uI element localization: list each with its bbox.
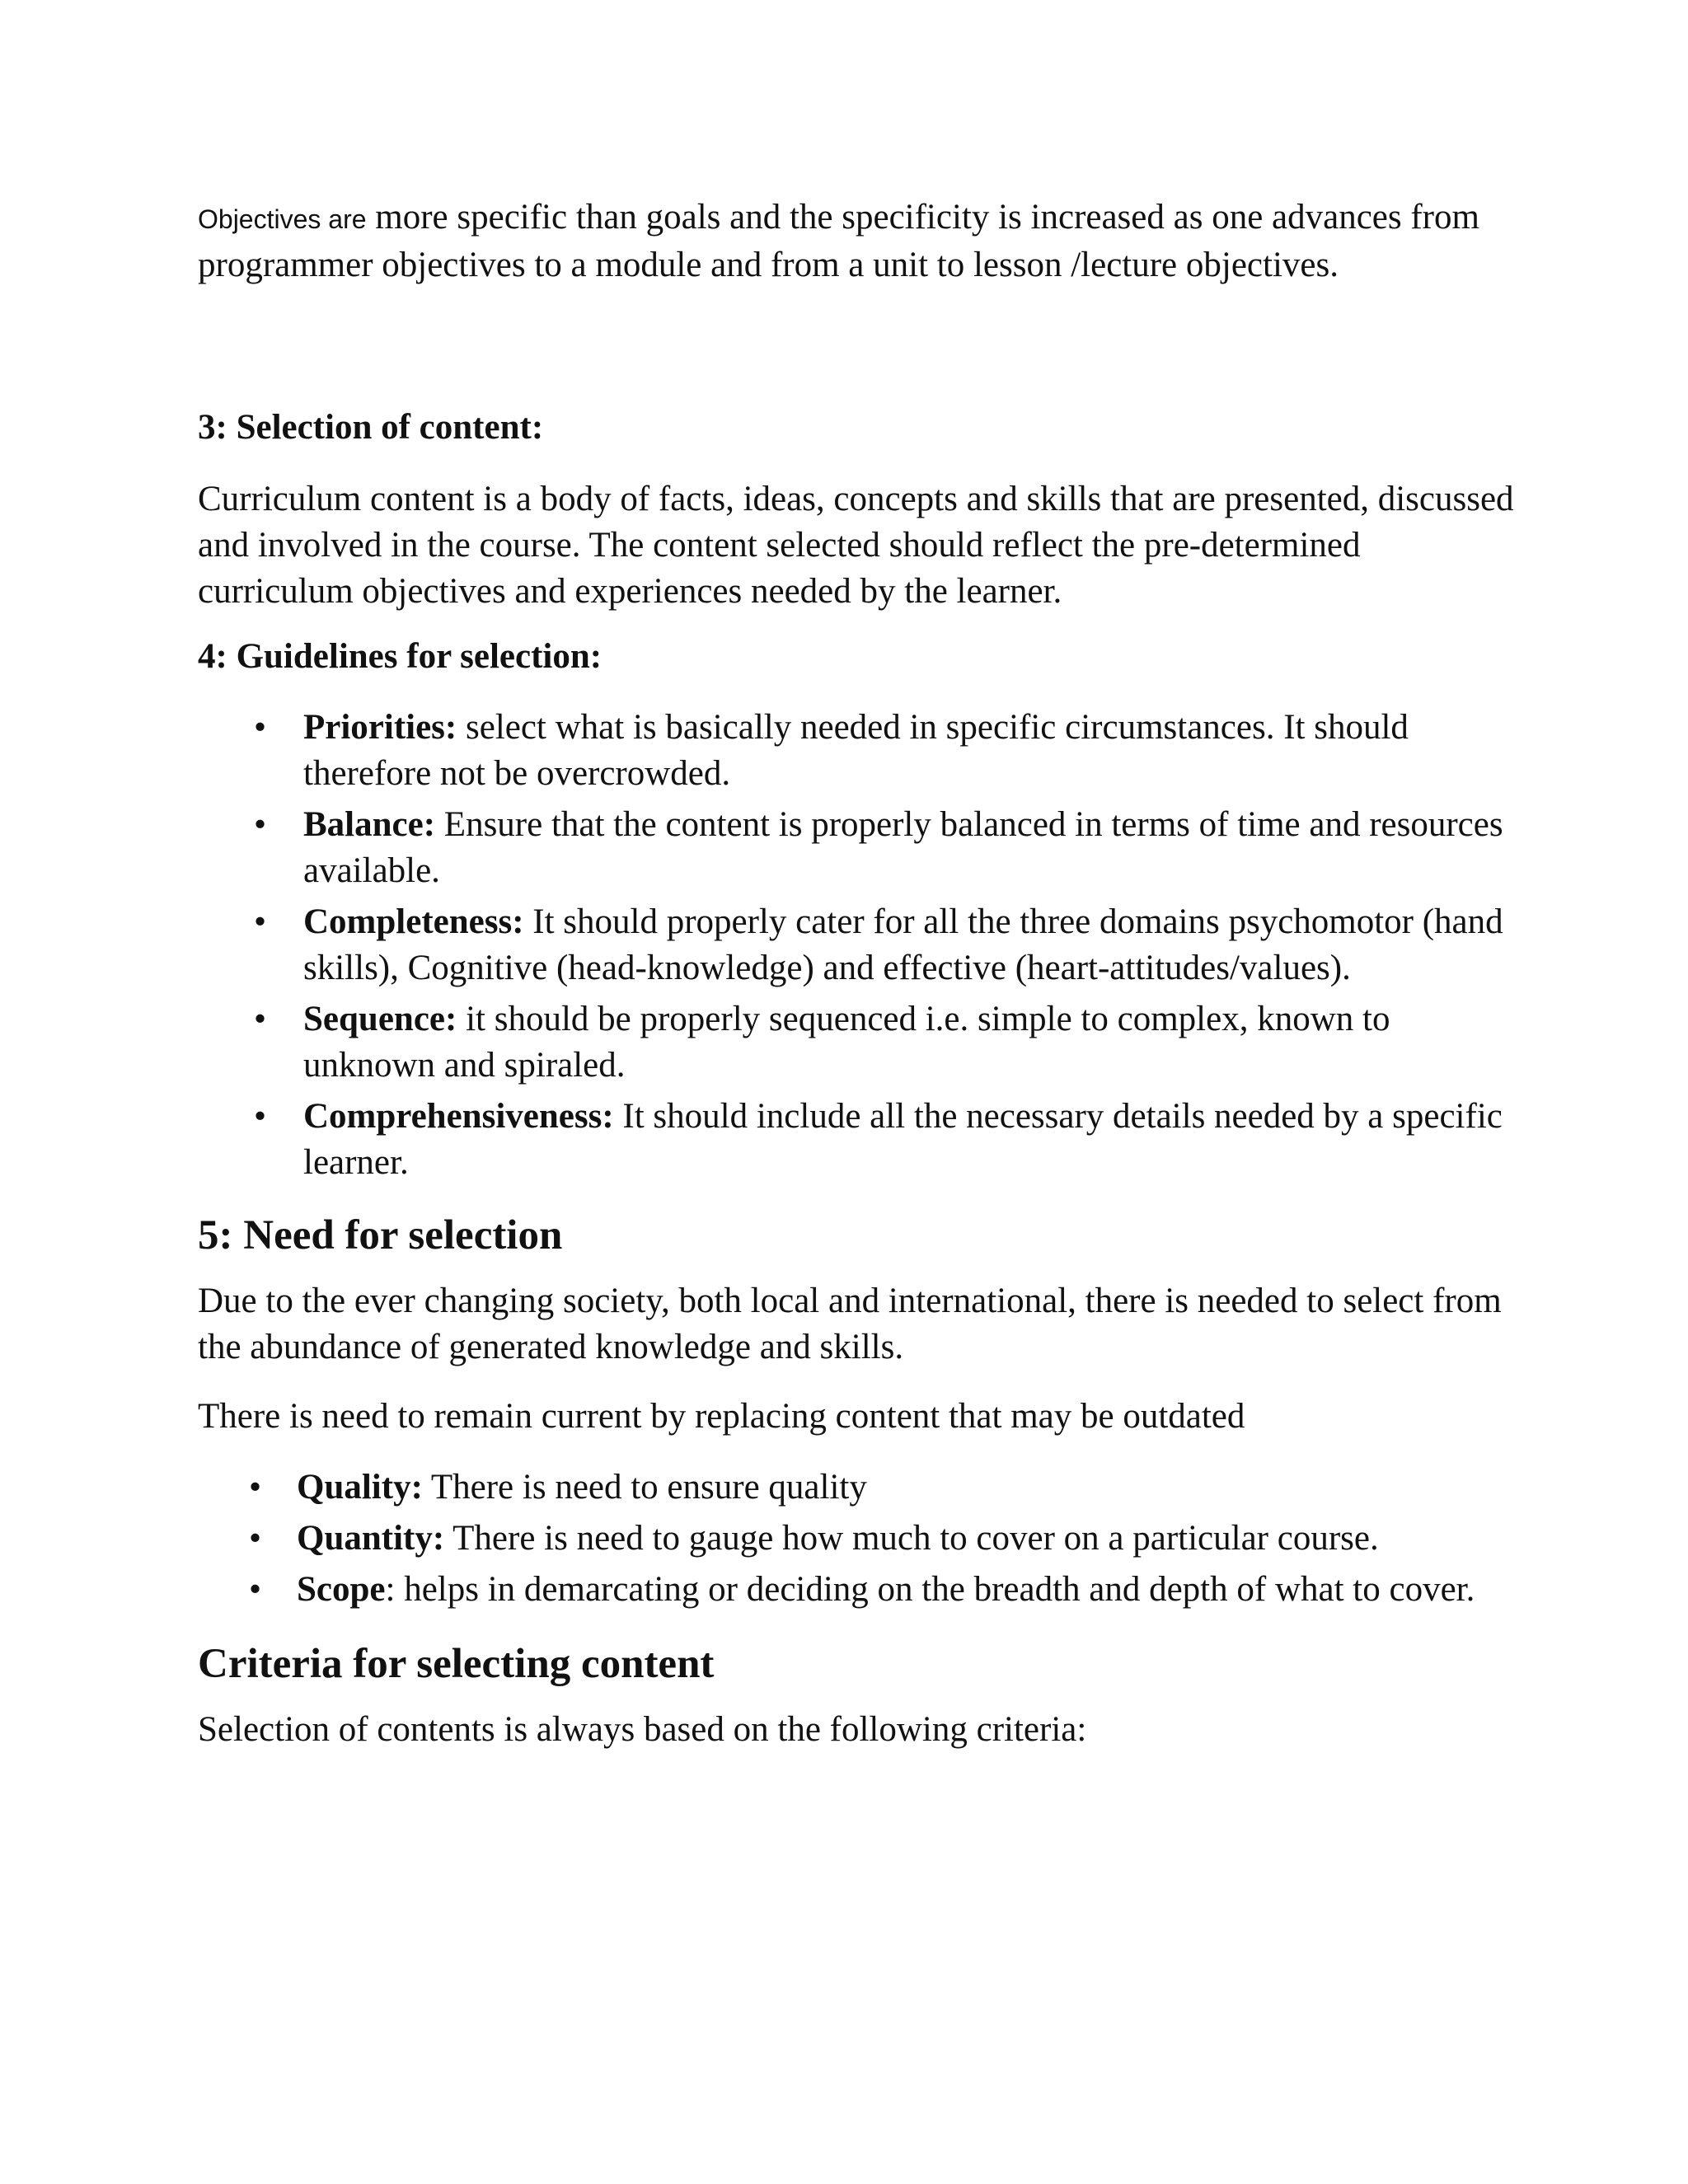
item-text: It should properly cater for all the three domains psychomotor (hand skills), Cognitive (head-knowledge) and effective (heart-attitudes/values). (303, 902, 1503, 987)
item-term: Priorities: (303, 708, 457, 747)
item-term: Balance: (303, 805, 436, 844)
spacer (198, 1613, 1517, 1638)
spacer (198, 288, 1517, 405)
spacer (198, 1186, 1517, 1209)
item-text: select what is basically needed in specific circumstances. It should therefore not be overcrowded. (303, 708, 1409, 793)
spacer (198, 1262, 1517, 1278)
item-text: There is need to ensure quality (422, 1468, 867, 1507)
item-term: Quantity: (297, 1519, 445, 1558)
bullet-icon: • (249, 1519, 262, 1558)
list-item (198, 705, 1517, 797)
item-term: Quality: (297, 1468, 423, 1507)
item-text: There is need to gauge how much to cover on a particular course. (444, 1519, 1379, 1558)
spacer (198, 1690, 1517, 1707)
item-text: Ensure that the content is properly balanced in terms of time and resources available. (303, 805, 1503, 890)
criteria-body: Selection of contents is always based on the following criteria: (198, 1710, 1087, 1749)
bullet-icon: • (254, 1000, 267, 1038)
item-term: Completeness: (303, 902, 524, 941)
list-item (198, 1465, 1517, 1511)
spacer (198, 1371, 1517, 1394)
guidelines-list (198, 705, 1517, 1186)
spacer (198, 680, 1517, 705)
bullet-icon: • (249, 1570, 262, 1609)
intro-lead: Objectives are (198, 204, 367, 234)
list-item (198, 1516, 1517, 1562)
item-text: it should be properly sequenced i.e. simple to complex, known to unknown and spiraled. (303, 1000, 1390, 1085)
intro-paragraph (198, 194, 1517, 288)
intro-text: more specific than goals and the specificity is increased as one advances from programmer objectives to a module and from a unit to lesson /lecture objectives. (198, 198, 1479, 284)
item-term: Sequence: (303, 1000, 457, 1038)
bullet-icon: • (254, 902, 267, 941)
spacer (198, 1440, 1517, 1465)
need-list (198, 1465, 1517, 1613)
bullet-icon: • (254, 805, 267, 844)
item-text: It should include all the necessary details needed by a specific learner. (303, 1097, 1503, 1182)
criteria-heading: Criteria for selecting content (198, 1641, 715, 1687)
list-item (198, 1567, 1517, 1613)
bullet-icon: • (254, 708, 267, 747)
spacer (198, 451, 1517, 476)
spacer (198, 615, 1517, 634)
item-term: Comprehensiveness: (303, 1097, 614, 1136)
item-text: : helps in demarcating or deciding on the breadth and depth of what to cover. (385, 1570, 1475, 1609)
section3-body: Curriculum content is a body of facts, ideas, concepts and skills that are presented, discussed and involved in the course. The content selected should reflect the pre-determined curriculum objectives and experiences needed by the learner. (198, 480, 1514, 611)
list-item (198, 802, 1517, 894)
list-item (198, 899, 1517, 991)
bullet-icon: • (249, 1468, 262, 1507)
section5-para1: Due to the ever changing society, both local and international, there is needed to select from the abundance of generated knowledge and skills. (198, 1282, 1502, 1366)
list-item (198, 996, 1517, 1089)
section5-para2: There is need to remain current by replacing content that may be outdated (198, 1397, 1245, 1436)
item-term: Scope (297, 1570, 386, 1609)
document-content (198, 194, 1517, 1753)
bullet-icon: • (254, 1097, 267, 1136)
section3-heading: 3: Selection of content: (198, 408, 544, 447)
list-item (198, 1094, 1517, 1186)
section4-heading: 4: Guidelines for selection: (198, 637, 603, 676)
section5-heading: 5: Need for selection (198, 1212, 563, 1258)
